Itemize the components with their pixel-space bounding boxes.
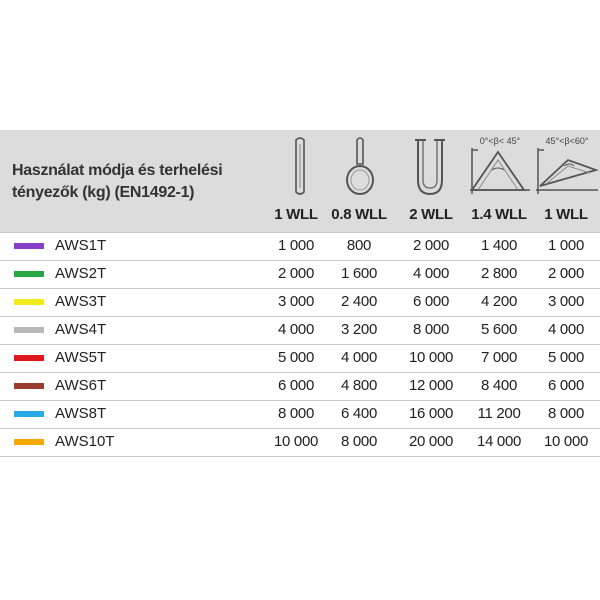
row-name: AWS5T [55,349,107,366]
row-name: AWS10T [55,433,115,450]
vertical-sling-icon [280,136,320,198]
cell-value: 20 000 [408,433,454,450]
cell-value: 1 000 [547,237,585,254]
table-row [0,401,600,429]
angled-basket-icon [468,146,532,196]
cell-value: 2 000 [277,265,315,282]
cell-value: 2 400 [340,293,378,310]
color-swatch [14,327,44,333]
title-line-2: tényezők (kg) (EN1492-1) [12,184,195,201]
cell-value: 6 000 [277,377,315,394]
cell-value: 2 000 [412,237,450,254]
cell-value: 16 000 [408,405,454,422]
table-body [0,232,600,457]
cell-value: 10 000 [543,433,589,450]
cell-value: 5 000 [547,349,585,366]
cell-value: 11 200 [477,405,521,422]
cell-value: 2 800 [480,265,518,282]
cell-value: 1 400 [480,237,518,254]
table-row [0,429,600,457]
cell-value: 6 400 [340,405,378,422]
row-name: AWS2T [55,265,107,282]
cell-value: 4 800 [340,377,378,394]
cell-value: 10 000 [273,433,319,450]
cell-value: 7 000 [480,349,518,366]
column-header-5: 1 WLL [544,206,588,223]
color-swatch [14,355,44,361]
cell-value: 1 000 [277,237,315,254]
row-name: AWS8T [55,405,107,422]
row-name: AWS1T [55,237,107,254]
row-name: AWS4T [55,321,107,338]
cell-value: 14 000 [476,433,522,450]
column-header-3: 2 WLL [409,206,453,223]
cell-value: 800 [346,237,372,254]
row-name: AWS3T [55,293,107,310]
table-title [12,160,222,204]
cell-value: 1 600 [340,265,378,282]
table-header [0,130,600,232]
angled-basket-header [468,136,532,198]
table-row [0,232,600,261]
title-line-1: Használat módja és terhelési [12,162,223,179]
wide-angle-basket-header [534,136,600,198]
cell-value: 8 000 [547,405,585,422]
choker-sling-icon [340,136,380,198]
column-header-2: 0.8 WLL [331,206,387,223]
table-row [0,289,600,317]
table-row [0,317,600,345]
cell-value: 4 000 [277,321,315,338]
cell-value: 12 000 [408,377,454,394]
cell-value: 10 000 [408,349,454,366]
load-table [0,130,600,457]
cell-value: 8 000 [340,433,378,450]
angle-range-label-2: 45°<β<60° [545,136,589,146]
row-name: AWS6T [55,377,107,394]
cell-value: 2 000 [547,265,585,282]
cell-value: 3 200 [340,321,378,338]
cell-value: 3 000 [547,293,585,310]
color-swatch [14,299,44,305]
cell-value: 5 600 [480,321,518,338]
table-row [0,261,600,289]
column-header-4: 1.4 WLL [471,206,527,223]
color-swatch [14,383,44,389]
cell-value: 4 000 [340,349,378,366]
color-swatch [14,439,44,445]
cell-value: 4 000 [547,321,585,338]
cell-value: 4 000 [412,265,450,282]
cell-value: 8 000 [277,405,315,422]
cell-value: 8 400 [480,377,518,394]
table-row [0,373,600,401]
column-header-1: 1 WLL [274,206,318,223]
color-swatch [14,271,44,277]
angle-range-label-1: 0°<β< 45° [479,136,521,146]
cell-value: 6 000 [412,293,450,310]
color-swatch [14,411,44,417]
wide-angle-basket-icon [534,146,600,196]
cell-value: 4 200 [480,293,518,310]
cell-value: 5 000 [277,349,315,366]
color-swatch [14,243,44,249]
table-row [0,345,600,373]
cell-value: 3 000 [277,293,315,310]
basket-sling-icon [410,136,450,198]
cell-value: 8 000 [412,321,450,338]
cell-value: 6 000 [547,377,585,394]
